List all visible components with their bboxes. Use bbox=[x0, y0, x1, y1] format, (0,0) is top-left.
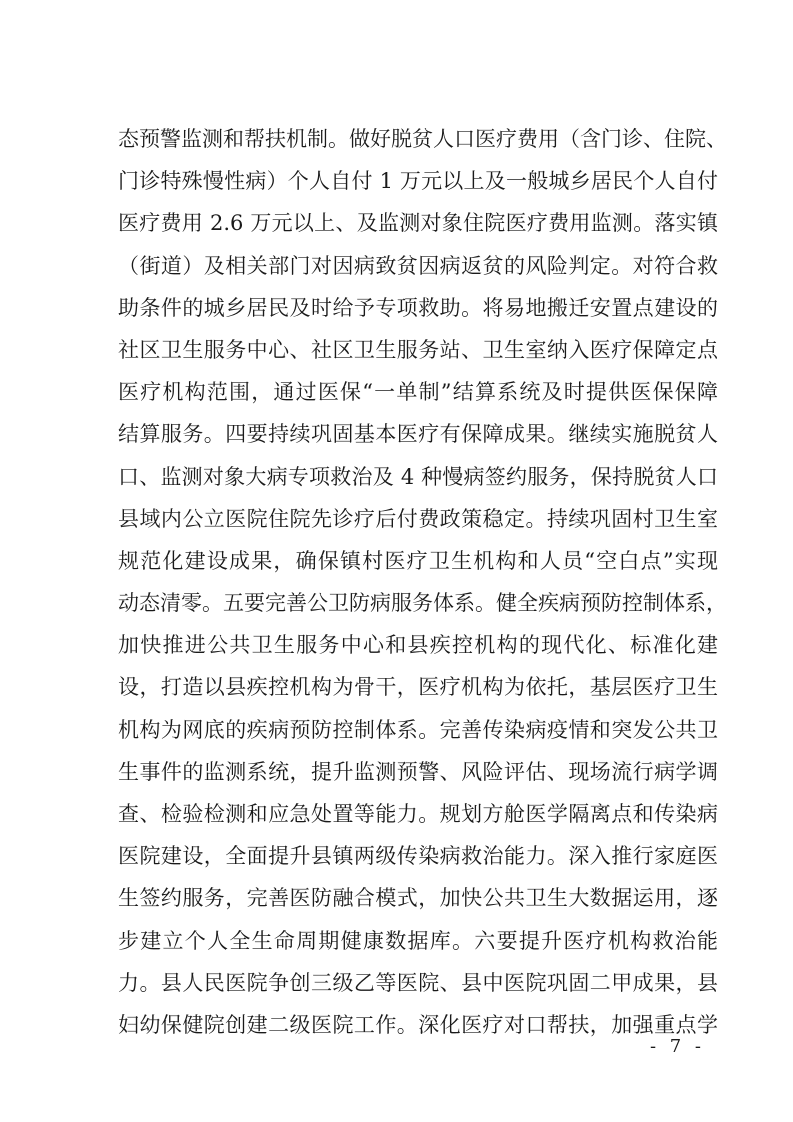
text-line: 医院建设，全面提升县镇两级传染病救治能力。深入推行家庭医 bbox=[118, 844, 718, 869]
text-line: 设，打造以县疾控机构为骨干，医疗机构为依托，基层医疗卫生 bbox=[118, 675, 718, 700]
text-line: 力。县人民医院争创三级乙等医院、县中医院巩固二甲成果，县 bbox=[118, 970, 718, 995]
text-line: 妇幼保健院创建二级医院工作。深化医疗对口帮扶，加强重点学 bbox=[118, 1012, 718, 1037]
text-line: 规范化建设成果，确保镇村医疗卫生机构和人员“空白点”实现 bbox=[118, 548, 718, 573]
text-line: 生事件的监测系统，提升监测预警、风险评估、现场流行病学调 bbox=[118, 759, 718, 784]
text-line: 门诊特殊慢性病）个人自付 1 万元以上及一般城乡居民个人自付 bbox=[118, 169, 718, 194]
text-line: （街道）及相关部门对因病致贫因病返贫的风险判定。对符合救 bbox=[118, 253, 718, 278]
text-line: 口、监测对象大病专项救治及 4 种慢病签约服务，保持脱贫人口 bbox=[118, 464, 718, 489]
page-number: - 7 - bbox=[649, 1036, 705, 1057]
body-text bbox=[118, 118, 727, 1046]
text-line: 步建立个人全生命周期健康数据库。六要提升医疗机构救治能 bbox=[118, 928, 718, 953]
text-line: 社区卫生服务中心、社区卫生服务站、卫生室纳入医疗保障定点 bbox=[118, 337, 718, 362]
text-line: 医疗费用 2.6 万元以上、及监测对象住院医疗费用监测。落实镇 bbox=[118, 211, 718, 236]
text-line: 结算服务。四要持续巩固基本医疗有保障成果。继续实施脱贫人 bbox=[118, 422, 718, 447]
text-line: 查、检验检测和应急处置等能力。规划方舱医学隔离点和传染病 bbox=[118, 802, 718, 826]
text-line: 助条件的城乡居民及时给予专项救助。将易地搬迁安置点建设的 bbox=[118, 295, 718, 320]
text-line: 动态清零。五要完善公卫防病服务体系。健全疾病预防控制体系， bbox=[118, 591, 727, 616]
text-line: 县域内公立医院住院先诊疗后付费政策稳定。持续巩固村卫生室 bbox=[118, 506, 718, 531]
text-line: 生签约服务，完善医防融合模式，加快公共卫生大数据运用，逐 bbox=[118, 886, 718, 911]
text-line: 态预警监测和帮扶机制。做好脱贫人口医疗费用（含门诊、住院、 bbox=[118, 127, 727, 151]
text-line: 加快推进公共卫生服务中心和县疾控机构的现代化、标准化建 bbox=[118, 633, 718, 658]
text-line: 医疗机构范围，通过医保“一单制”结算系统及时提供医保保障 bbox=[118, 380, 718, 405]
text-line: 机构为网底的疾病预防控制体系。完善传染病疫情和突发公共卫 bbox=[118, 717, 718, 742]
